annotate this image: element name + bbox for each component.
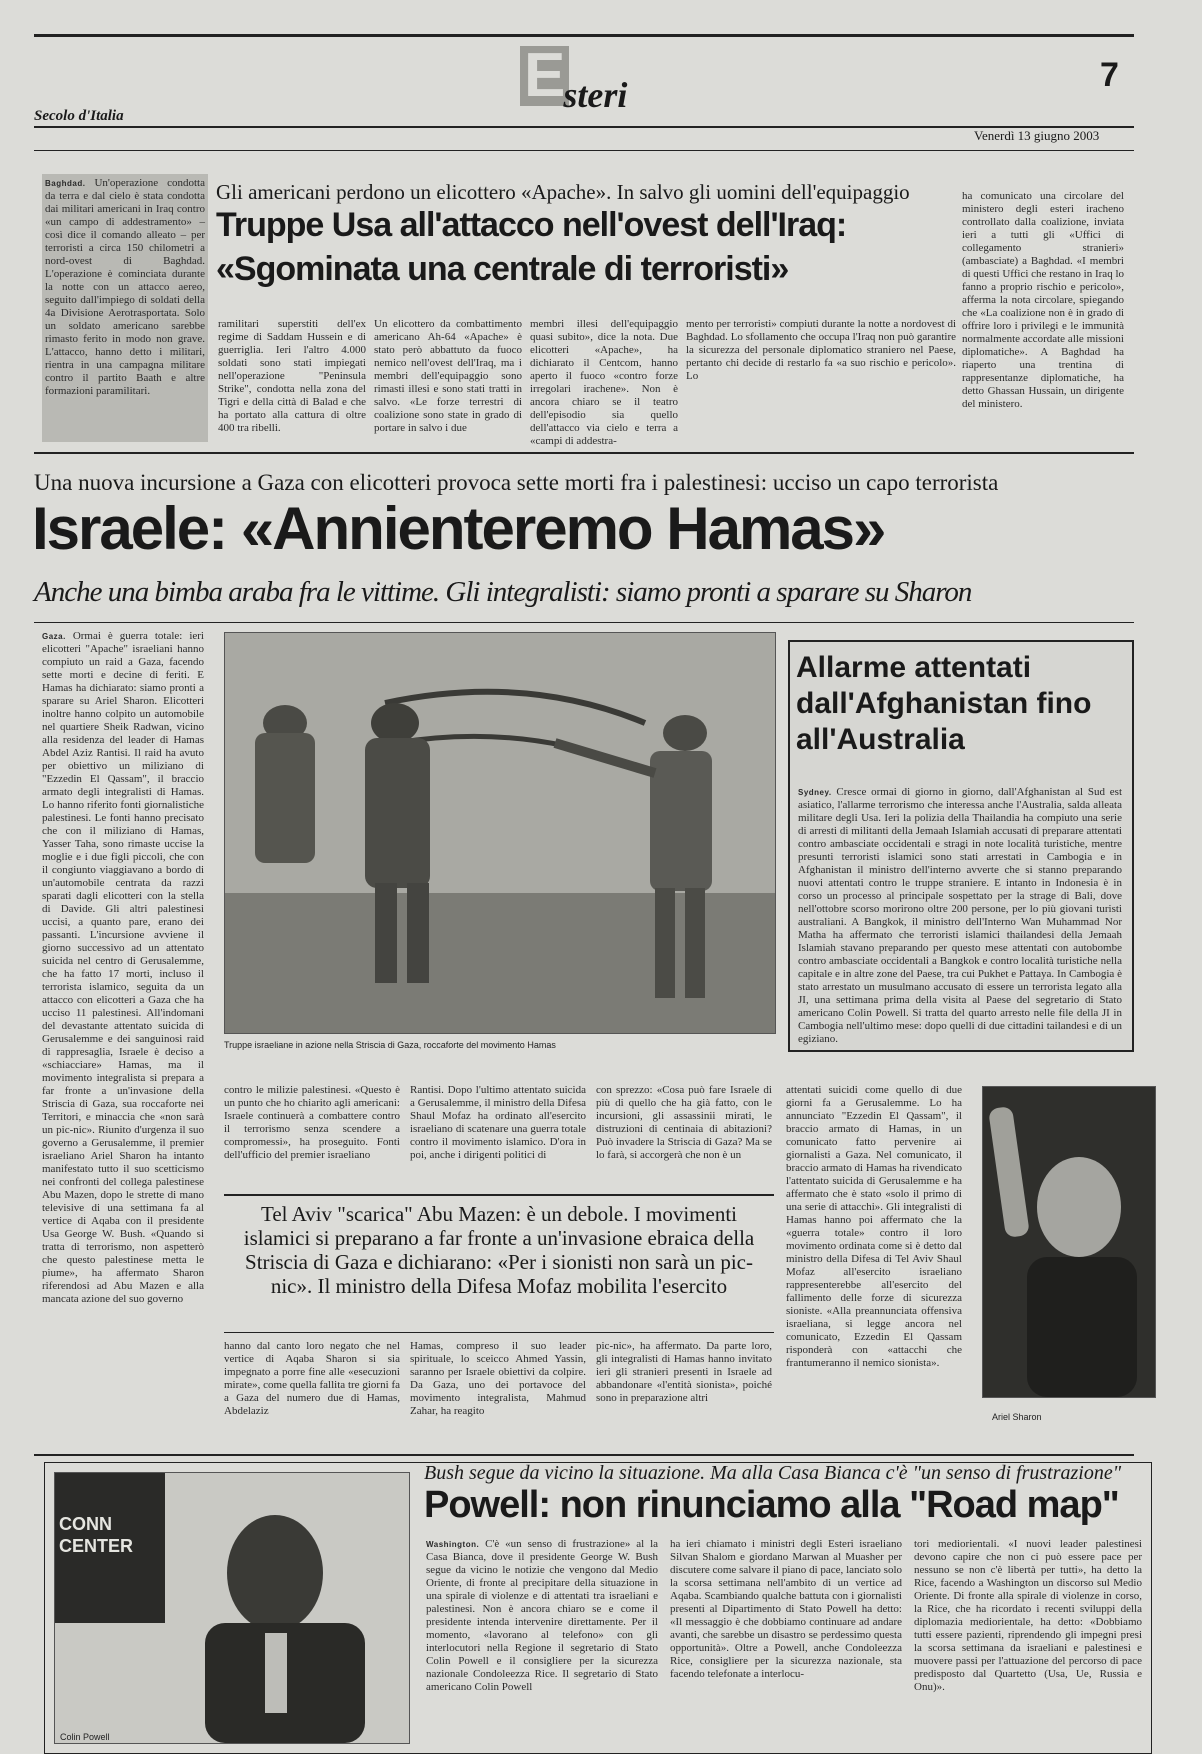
article2-kicker: Una nuova incursione a Gaza con elicotteri provoca sette morti fra i palestinesi: ucciso un capo terrorista [34,470,999,495]
article2-col1 [42,630,204,1450]
sharon-caption: Ariel Sharon [992,1412,1042,1422]
photo-caption: Truppe israeliane in azione nella Striscia di Gaza, roccaforte del movimento Hamas [224,1040,556,1050]
article3-col2: ha ieri chiamato i ministri degli Esteri israeliano Silvan Shalom e giordano Marwan al Muasher per discutere come salvare il piano di pace, lanciato solo la scorsa settimana nell'ambito di un vertice ad Aqaba. Scambiando qualche battuta con i giornalisti presenti al Dipartimento di Stato Powell ha detto: «Il messaggio è che dobbiamo continuare ad andare avanti, che sarebbe un disastro se perdessimo questa opportunità». Oltre a Powell, anche Condoleezza Rice, consigliere per la sicurezza nazionale, sta facendo telefonate a interlocu- [670,1538,902,1680]
soldiers-photo [224,632,776,1034]
article1-headline-2: «Sgominata una centrale di terroristi» [216,250,789,288]
sidebar-headline: Allarme attentati dall'Afghanistan fino all'Australia [796,651,1092,756]
article3-col1-text: C'è «un senso di frustrazione» al la Casa Bianca, dove il presidente George W. Bush segue da vicino le notizie che vengono dal Medio Oriente, di fronte al precipitare della situazione in una spirale di violenze e di attentati tra israeliani e palestinesi. Non è ancora chiaro se e come il presidente intenda intervenire direttamente. Per il momento, «lavorano al telefono» con gli interlocutori nella Regione il segretario di Stato Colin Powell e il consigliere per la sicurezza nazionale Condoleezza Rice. Il segretario di Stato americano Colin Powell [426,1538,659,1693]
article2-col4b: pic-nic», ha affermato. Da parte loro, gli integralisti di Hamas hanno invitato ieri gli stranieri presenti in Israele ad abbandonare «l'entità sionista», poiché sono in preparazione altri [596,1340,772,1404]
top-rule [34,34,1134,37]
pullquote: Tel Aviv "scarica" Abu Mazen: è un debole. I movimenti islamici si preparano a far fronte a un'invasione ebraica della Striscia di Gaza e dichiarano: «Per i sionisti non sarà un pic-nic». Il ministro della Difesa Mofaz mobilita l'esercito [243,1202,755,1298]
article2-col3: Rantisi. Dopo l'ultimo attentato suicida a Gerusalemme, il ministro della Difesa Shaul Mofaz ha ordinato all'esercito israeliano di scatenare una guerra totale contro il movimento islamico. D'ora in poi, anche i dirigenti politici di [410,1084,586,1161]
masthead-rule [34,126,1134,128]
article2-col5: attentati suicidi come quello di due giorni fa a Gerusalemme. Lo ha annunciato "Ezzedin El Qassam", il braccio armato di Hamas, in un comunicato fatto pervenire ai giornalisti a Gaza. Nel comunicato, il braccio armato di Hamas ha rivendicato l'attentato suicida di Gerusalemme e ha affermato che è stato «solo il primo di una serie di attacchi». Gli integralisti di Hamas hanno poi affermato che la «guerra totale» contro il loro movimento ordinata come si è detto dal ministro della Difesa di Tel Aviv Shaul Mofaz all'esercito israeliano rappresenterebbe all'esercito del fallimento delle forze di sicurezza sioniste. «Alla preannunciata offensiva israeliana, si legge ancora nel comunicato, Ezzedin El Qassam risponderà con «attacchi che frantumeranno il nemico sionista». [786,1084,962,1369]
sidebar-dateline: Sydney. [798,788,832,797]
pullquote-rule-top [224,1194,774,1196]
article2-bottom-rule [34,1454,1134,1456]
article1-col3: Un elicottero da combattimento americano Ah-64 «Apache» è stato però abbattuto da fuoco nemico nell'ovest dell'Iraq, ma i membri dell'equipaggio sono rimasti illesi e sono stati tratti in salvo. «Le forze terrestri di coalizione sono state in grado di portare in salvo i due [374,318,522,434]
issue-date: Venerdì 13 giugno 2003 [974,128,1100,143]
article2-dateline: Gaza. [42,632,66,641]
article1-col1-text: Un'operazione condotta da terra e dal cielo è stata condotta dai militari americani in Iraq contro «un campo di addestramento» – così dice il comando alleato – per terroristi a circa 150 chilometri a nord-ovest di Baghdad. L'operazione è cominciata durante la notte con un attacco aereo, seguito dall'impiego di soldati della 4a Divisione Aerotrasportata. Solo un soldato americano sarebbe rimasto ferito in modo non grave. L'attacco, hanno detto i militari, rientra in una campagna militare contro il partito Baath e altre formazioni paramilitari. [45,177,205,397]
article3-col1 [426,1538,658,1746]
article3-col3: tori mediorientali. «I nuovi leader palestinesi devono capire che non ci può essere pace per nessuno se non c'è libertà per tutti», ha detto la Rice, facendo a Washington un discorso sul Medio Oriente. Di fronte alla spirale di violenze in corso, la Rice, che ha ricordato i recenti sviluppi della diplomazia mediorientale, ha detto: «Dobbiamo tutti essere pazienti, riprendendo gli impegni presi la scorsa settimana da israeliani e palestinesi e muovere passi per l'attuazione del percorso di pace predisposto dal Quartetto (Usa, Ue, Russia e Onu)». [914,1538,1142,1693]
article1-col4: membri illesi dell'equipaggio quasi subito», dice la nota. Due elicotteri «Apache», ha dichiarato il Centcom, hanno aperto il fuoco «contro forze irregolari irachene». Non è ancora chiaro se il teatro dell'episodio sia quello dell'attacco via cielo e terra a «campi di addestra- [530,318,678,447]
article1-kicker: Gli americani perdono un elicottero «Apache». In salvo gli uomini dell'equipaggio [216,180,910,204]
sidebar-body [798,786,1123,1045]
article1-col5: mento per terroristi» compiuti durante la notte a nordovest di Baghdad. Lo sfollamento che occupa l'Iraq non può garantire la sicurezza del personale diplomatico straniero nel Paese, pertanto chi decide di restarlo fa «a suo rischio e pericolo». Lo [686,318,956,382]
article3-headline: Powell: non rinunciamo alla "Road map" [424,1484,1119,1526]
article3-dateline: Washington. [426,1540,480,1549]
article1-headline-1: Truppe Usa all'attacco nell'ovest dell'Iraq: [216,206,847,244]
section-title [520,41,628,115]
pullquote-rule-bottom [224,1332,774,1333]
sharon-photo [982,1086,1156,1398]
article2-col3b: Hamas, compreso il suo leader spirituale, lo sceicco Ahmed Yassin, saranno per Israele obiettivi da colpire. Da Gaza, uno dei portavoce del movimento integralista, Mahmud Zahar, ha reagito [410,1340,586,1417]
article2-col4: con sprezzo: «Cosa può fare Israele di più di quello che ha già fatto, con le incursioni, gli assassinii mirati, le distruzioni di centinaia di abitazioni? Può invadere la Striscia di Gaza? Ma se lo farà, si accorgerà che non è un [596,1084,772,1161]
article1-col2: ramilitari superstiti dell'ex regime di Saddam Hussein e di guerriglia. Ieri l'altro 4.000 soldati sono stati impiegati nell'operazione "Peninsula Strike", condotta nella zona del Tigri e della città di Balad e che ha portato alla cattura di oltre 400 tra ribelli. [218,318,366,434]
section-rest: steri [563,75,628,115]
sidebar-body-text: Cresce ormai di giorno in giorno, dall'Afghanistan al Sud est asiatico, l'allarme terrorismo che interessa anche l'Australia, salda alleata militare degli Usa. Ieri la polizia della Thailandia ha compiuto una serie di arresti di militanti della Jemaah Islamiah accusati di preparare attentati contro ambasciate occidentali e stragi in note località turistiche, mentre presunti terroristi islamici sono stati arrestati in Cambogia e in Afghanistan il ministro dell'interno avverte che si stanno preparando nuovi attentati contro le truppe straniere. E intanto in Indonesia è in corso un processo al principale sospettato per la strage di Bali, dove nell'ottobre scorso morirono oltre 200 persone, per lo più giovani turisti australiani. A Bangkok, il ministro dell'Interno Wan Muhammad Nor Matha ha affermato che terroristi islamici thailandesi della Jemaah Islamiah stavano preparando per questo mese attentati con autobombe contro ambasciate occidentali a Bangkok e contro località turistiche nella capitale e in altre zone del Paese, tra cui Pukhet e Pattaya. In Cambogia è stato arrestato un musulmano accusato di essere un terrorista legato alla JI, una settimana prima della visita al Paese del segretario di Stato americano Colin Powell. Si tratta del quarto arresto nelle file della JI in Cambogia nell'ultimo mese: dopo quelli di due cittadini tailandesi e di un egiziano. [798,786,1123,1045]
powell-photo-sign: CONN CENTER [59,1514,134,1556]
article1-bottom-rule [34,452,1134,454]
article1-col1 [42,174,208,442]
article2-subhead: Anche una bimba araba fra le vittime. Gli integralisti: siamo pronti a sparare su Sharon [34,576,972,608]
powell-caption: Colin Powell [60,1732,110,1742]
article2-col2b: hanno dal canto loro negato che nel vertice di Aqaba Sharon si sia impegnato a porre fine alle «esecuzioni mirate», come quella fallita tre giorni fa a Gaza del numero due di Hamas, Abdelaziz [224,1340,400,1417]
soldiers-photo-art [225,633,775,1033]
brand-logo: Secolo d'Italia [34,108,124,124]
article2-col2: contro le milizie palestinesi. «Questo è un punto che ho chiarito agli americani: Israele continuerà a combattere contro il terrorismo senza scendere a compromessi», ha proseguito. Fonti dell'ufficio del premier israeliano [224,1084,400,1161]
masthead-rule-2 [34,150,1134,151]
article2-headline: Israele: «Annienteremo Hamas» [32,495,885,562]
article3-kicker: Bush segue da vicino la situazione. Ma alla Casa Bianca c'è "un senso di frustrazione" [424,1462,1122,1484]
section-initial: E [520,46,569,106]
article2-subhead-rule [34,622,1134,623]
article1-dateline: Baghdad. [45,179,86,188]
article1-col6: ha comunicato una circolare del ministero degli esteri iracheno controllato dalla coalizione, inviata ieri a tutti gli «Uffici di collegamento stranieri» (ambasciate) a Baghdad. «I membri di questi Uffici che restano in Iraq lo fanno a proprio rischio e pericolo», afferma la nota circolare, spiegando che «La coalizione non è in grado di offrire loro i privilegi e le immunità normalmente accordate alle missioni diplomatiche». A Baghdad ha riaperto una trentina di rappresentanze diplomatiche, ha detto Ghassan Hussain, un dirigente del ministero. [962,190,1124,410]
sharon-photo-art [983,1087,1155,1397]
powell-photo [54,1472,410,1744]
page-number: 7 [1100,56,1119,94]
article2-col1-text: Ormai è guerra totale: ieri elicotteri "Apache" israeliani hanno compiuto un raid a Gaza, facendo sette morti e decine di feriti. E Hamas ha dichiarato: siamo pronti a sparare su Ariel Sharon. Elicotteri inoltre hanno colpito un automobile nel quartiere Sheik Radwan, vicino alla residenza del leader di Hamas Abdel Aziz Rantisi. Il raid ha avuto per obiettivo un miliziano di "Ezzedin El Qassam", il braccio armato degli integralisti di Hamas. Lo hanno riferito fonti giornalistiche palestinesi. Le fonti hanno precisato che con il miliziano di Hamas, Yasser Taha, sono rimaste uccise la moglie e i due figli piccoli, che con il congiunto viaggiavano a bordo di un'automobile centrata da razzi sparati dagli elicotteri con la stella di Davide. Gli altri palestinesi uccisi, a quanto pare, erano dei passanti. L'incursione avviene il giorno successivo ad un attentato suicida nel centro di Gerusalemme, che ha fatto 17 morti, incluso il terrorista islamico, seguita da un attacco con elicotteri a Gaza che ha ucciso 11 palestinesi. All'indomani del devastante attentato suicida di Gerusalemme e dei sanguinosi raid di rappresaglia, Israele è deciso a «schiacciare» Hamas, ma il movimento integralista si prepara a far fronte a un'invasione della Striscia di Gaza, sua roccaforte nei Territori, e minaccia che «non sarà un pic-nic». Riunito d'urgenza il suo governo a Gerusalemme, il premier israeliano Ariel Sharon ha intanto manifestato tutto il suo scetticismo nei confronti del collega palestinese Abu Mazen, dopo le strette di mano televisive di una settimana fa al vertice di Aqaba con il presidente Usa George W. Bush. «Quando si tratta di terrorismo, non aspetterò che questo palestinese metta le piume», ha affermato Sharon riferendosi ad Abu Mazen e alla mancata azione del suo governo [42,630,204,1305]
